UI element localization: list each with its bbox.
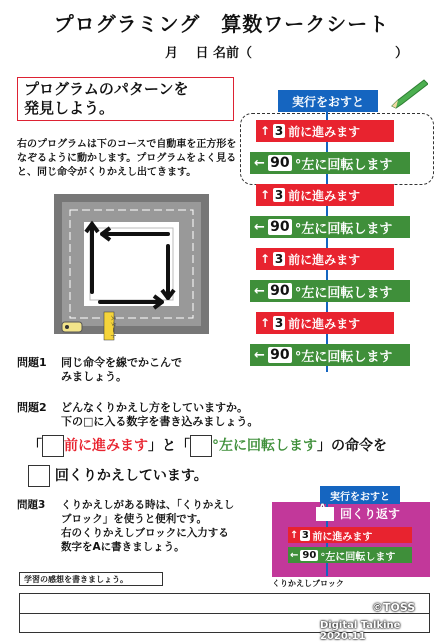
fill-forward-text: 前に進みます: [64, 438, 148, 454]
credit-text: Digital Talkine 2020.11: [320, 620, 401, 642]
repeat-count-input[interactable]: [316, 507, 334, 521]
impression-divider: [20, 613, 429, 614]
fill-mid-bracket: 」と「: [148, 438, 190, 454]
left-arrow-icon: ←: [290, 549, 299, 561]
forward-text: 前に進みます: [288, 124, 361, 139]
question-2: [17, 401, 258, 429]
goal-line-2: 発見しよう。: [24, 99, 115, 117]
fill-close-text: 」の命令を: [317, 438, 387, 454]
forward-block: [256, 184, 394, 206]
turn-text: °左に回転します: [294, 285, 393, 301]
left-arrow-icon: ←: [254, 283, 265, 299]
up-arrow-icon: ↑: [290, 529, 299, 541]
start-block: [278, 90, 378, 112]
repeat-start-block: [320, 486, 400, 504]
question-3-line-3: 右のくりかえしブロックに入力する: [61, 527, 229, 539]
question-2-line-2: 下の□に入る数字を書き込みましょう。: [61, 415, 259, 428]
up-arrow-icon: ↑: [260, 124, 271, 138]
date-name-line: 月 日 名前（ ）: [165, 46, 409, 61]
turn-number[interactable]: 90: [268, 347, 292, 363]
forward-block: [256, 312, 394, 334]
repeat-count-blank[interactable]: [28, 465, 50, 487]
question-2-label: 問題2: [17, 401, 47, 414]
left-arrow-icon: ←: [254, 347, 265, 363]
fill-times-line: [28, 465, 208, 487]
forward-text: 前に進みます: [288, 188, 361, 203]
forward-text: 前に進みます: [288, 252, 361, 267]
turn-block: [250, 344, 410, 366]
forward-number[interactable]: 3: [274, 252, 284, 266]
up-arrow-icon: ↑: [260, 188, 271, 202]
turn-number[interactable]: 90: [268, 155, 292, 171]
fill-open-bracket: 「: [28, 438, 42, 454]
pencil-icon: [388, 78, 428, 110]
turn-number[interactable]: 90: [268, 219, 292, 235]
turn-number-blank[interactable]: [190, 435, 212, 457]
turn-text: °左に回転します: [294, 221, 393, 237]
start-block-label: 実行をおすと: [291, 94, 364, 109]
worksheet-title: プログラミング 算数ワークシート: [53, 12, 390, 36]
forward-block: [256, 120, 394, 142]
goal-line-1: プログラムのパターンを: [24, 80, 189, 98]
turn-number[interactable]: 90: [268, 283, 292, 299]
question-2-line-1: どんなくりかえし方をしていますか。: [61, 401, 248, 414]
question-1-label: 問題1: [17, 356, 47, 369]
turn-block: [250, 280, 410, 302]
repeat-turn-text: °左に回転します: [320, 551, 396, 563]
repeat-start-label: 実行をおすと: [330, 491, 390, 503]
turn-block: [250, 216, 410, 238]
turn-block: [250, 152, 410, 174]
repeat-text: 回くり返す: [340, 507, 401, 521]
forward-number[interactable]: 3: [274, 316, 284, 330]
question-3-line-1: くりかえしがある時は、「くりかえし: [61, 499, 235, 511]
question-3-line-2: ブロック」を使うと便利です。: [61, 513, 207, 525]
repeat-turn-number[interactable]: 90: [300, 550, 318, 561]
forward-text: 前に進みます: [288, 316, 361, 331]
repeat-block-caption: くりかえしブロック: [272, 579, 344, 588]
copyright-text: ©TOSS: [372, 601, 416, 614]
forward-number-blank[interactable]: [42, 435, 64, 457]
forward-number[interactable]: 3: [274, 124, 284, 138]
up-arrow-icon: ↑: [260, 252, 271, 266]
car-wheel-icon: [65, 325, 69, 329]
question-3-label: 問題3: [17, 499, 46, 511]
fill-in-line: [28, 435, 387, 457]
question-1: [17, 356, 182, 384]
repeat-forward-block: [288, 527, 412, 543]
left-arrow-icon: ←: [254, 219, 265, 235]
question-3: [17, 498, 234, 554]
repeat-forward-number[interactable]: 3: [301, 529, 309, 541]
repeat-forward-text: 前に進みます: [312, 531, 373, 543]
goal-box: [17, 77, 234, 121]
course-inner-border: [90, 228, 173, 300]
question-1-line-1: 同じ命令を線でかこんで: [61, 356, 182, 369]
description-text: 右のプログラムは下のコースで自動車を正方形をなぞるように動かします。プログラムをよく見ると、同じ命令がくりかえし出てきます。: [17, 139, 237, 178]
turn-text: °左に回転します: [294, 157, 393, 173]
course-diagram: [40, 194, 215, 344]
fill-times-text: 回くりかえしています。: [54, 468, 208, 484]
turn-text: °左に回転します: [294, 349, 393, 365]
left-arrow-icon: ←: [254, 155, 265, 171]
repeat-turn-block: [288, 547, 412, 563]
forward-block: [256, 248, 394, 270]
fill-turn-text: °左に回転します: [212, 438, 317, 454]
question-1-line-2: みましょう。: [61, 370, 127, 383]
up-arrow-icon: ↑: [260, 316, 271, 330]
forward-number[interactable]: 3: [274, 188, 284, 202]
start-tape-label: スタート: [109, 315, 116, 340]
question-3-line-4: 数字をAに書きましょう。: [61, 541, 185, 553]
impression-label: 学習の感想を書きましょう。: [19, 572, 163, 586]
